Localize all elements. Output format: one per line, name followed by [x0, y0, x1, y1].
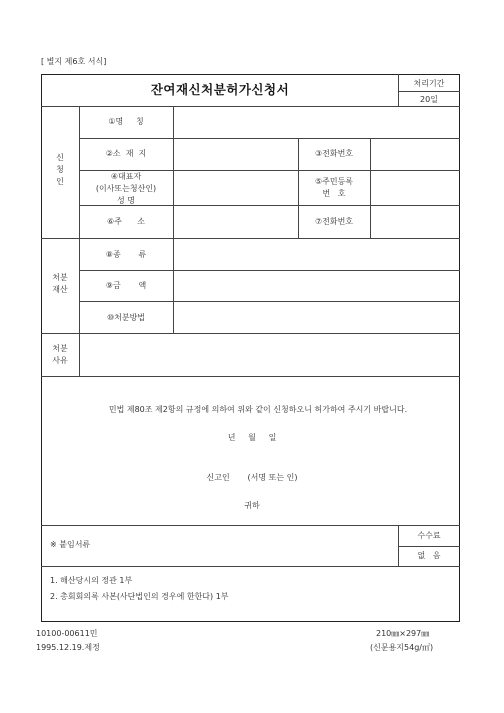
- location-field[interactable]: [174, 139, 297, 169]
- disposal-method-field[interactable]: [174, 302, 459, 332]
- processing-period-label: 처리기간: [413, 79, 445, 88]
- addressee-label: 귀하: [244, 501, 260, 510]
- fee-label: 수수료: [417, 531, 441, 540]
- fee-value: 없 음: [417, 551, 441, 560]
- date-line: 년 월 일: [227, 433, 277, 442]
- form-title: 잔여재신처분허가신청서: [150, 82, 290, 97]
- paper-type: (신문용지54g/㎡): [370, 643, 434, 652]
- property-amount-field[interactable]: [174, 271, 459, 300]
- fee-divider: [398, 546, 460, 547]
- name-label: ①명 칭: [108, 117, 144, 126]
- address-field[interactable]: [174, 206, 297, 237]
- phone2-label: ⑦전화번호: [314, 217, 354, 226]
- paper-size: 210㎜×297㎜: [376, 629, 430, 638]
- representative-label: ④대표자 (이사또는청산인) 성 명: [95, 172, 157, 205]
- location-label: ②소 재 지: [105, 149, 147, 158]
- attachment-item-2: 2. 총회회의록 사본(사단법인의 경우에 한한다) 1부: [50, 592, 229, 601]
- form-number-note: [ 별지 제6호 서식]: [41, 57, 107, 66]
- disposal-reason-field[interactable]: [80, 334, 459, 375]
- phone1-field[interactable]: [371, 139, 459, 169]
- attachments-label: ※ 붙임서류: [50, 540, 91, 549]
- representative-field[interactable]: [174, 171, 297, 204]
- enactment-date: 1995.12.19.제정: [36, 643, 100, 652]
- phone2-left-divider: [298, 205, 299, 238]
- section-divider-reason: [41, 376, 460, 377]
- form-code: 10100-00611민: [36, 629, 98, 638]
- applicant-signature-line: 신고인 (서명 또는 인): [206, 473, 298, 482]
- property-type-label: ⑧종 류: [105, 250, 147, 259]
- property-section-label: 처분 재산: [52, 273, 68, 294]
- disposal-method-label: ⑩처분방법: [106, 313, 146, 322]
- reason-section-label: 처분 사유: [52, 344, 68, 365]
- phone2-field[interactable]: [371, 206, 459, 237]
- resident-left-divider: [298, 170, 299, 205]
- property-type-field[interactable]: [174, 239, 459, 269]
- address-label: ⑥주 소: [107, 217, 145, 226]
- name-field[interactable]: [174, 107, 459, 137]
- resident-number-field[interactable]: [371, 171, 459, 204]
- resident-number-label: ⑤주민등록 번 호: [314, 177, 354, 198]
- processing-divider: [398, 91, 460, 92]
- fee-divider-vertical: [398, 525, 399, 566]
- title-processing-divider: [398, 74, 399, 106]
- declaration-statement: 민법 제80조 제2항의 규정에 의하여 위와 같이 신청하오니 허가하여 주시기 바랍니다.: [108, 405, 408, 414]
- attachment-item-1: 1. 해산당시의 정관 1부: [50, 576, 133, 585]
- applicant-section-label: 신 청 인: [56, 153, 64, 186]
- property-amount-label: ⑨금 액: [105, 281, 147, 290]
- processing-period-value: 20일: [420, 95, 438, 104]
- phone1-label: ③전화번호: [314, 149, 354, 158]
- phone1-left-divider: [298, 138, 299, 170]
- section-divider-attachments: [41, 566, 460, 567]
